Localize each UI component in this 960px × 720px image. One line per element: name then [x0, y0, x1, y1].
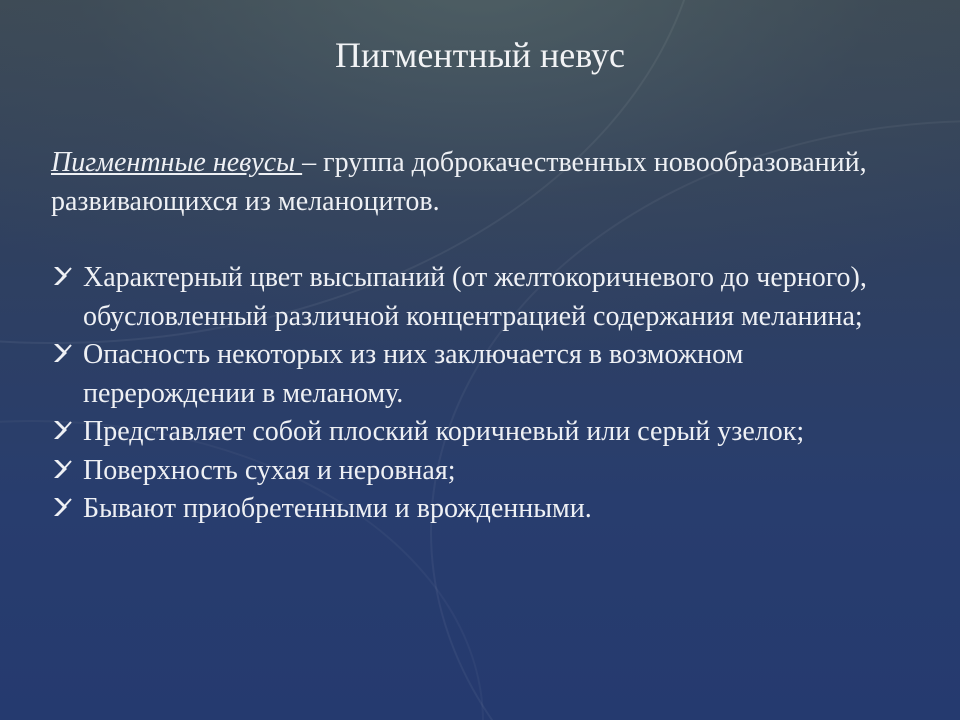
list-item-text: Бывают приобретенными и врожденными.	[83, 493, 592, 524]
arrowhead-check-icon	[51, 262, 75, 290]
intro-paragraph	[51, 144, 911, 221]
list-item-text: Представляет собой плоский коричневый или серый узелок;	[83, 416, 805, 447]
arrowhead-check-icon	[51, 416, 75, 444]
list-item	[51, 490, 911, 529]
arrowhead-check-icon	[51, 455, 75, 483]
list-item	[51, 336, 911, 413]
bullet-list	[51, 259, 911, 529]
arrowhead-check-icon	[51, 493, 75, 521]
arrowhead-check-icon	[51, 339, 75, 367]
intro-definition: – группа доброкачественных новообразований, развивающихся из меланоцитов.	[51, 147, 867, 217]
slide-body	[51, 144, 911, 529]
list-item-text: Характерный цвет высыпаний (от желтокоричневого до черного), обусловленный различной концентрацией содержания меланина;	[83, 262, 867, 332]
list-item	[51, 413, 911, 452]
intro-term: Пигментные невусы	[51, 147, 303, 178]
list-item-text: Опасность некоторых из них заключается в возможном перерождении в меланому.	[83, 339, 744, 409]
list-item	[51, 259, 911, 336]
list-item-text: Поверхность сухая и неровная;	[83, 454, 456, 486]
list-item	[51, 452, 911, 491]
slide-title: Пигментный невус	[334, 35, 626, 75]
